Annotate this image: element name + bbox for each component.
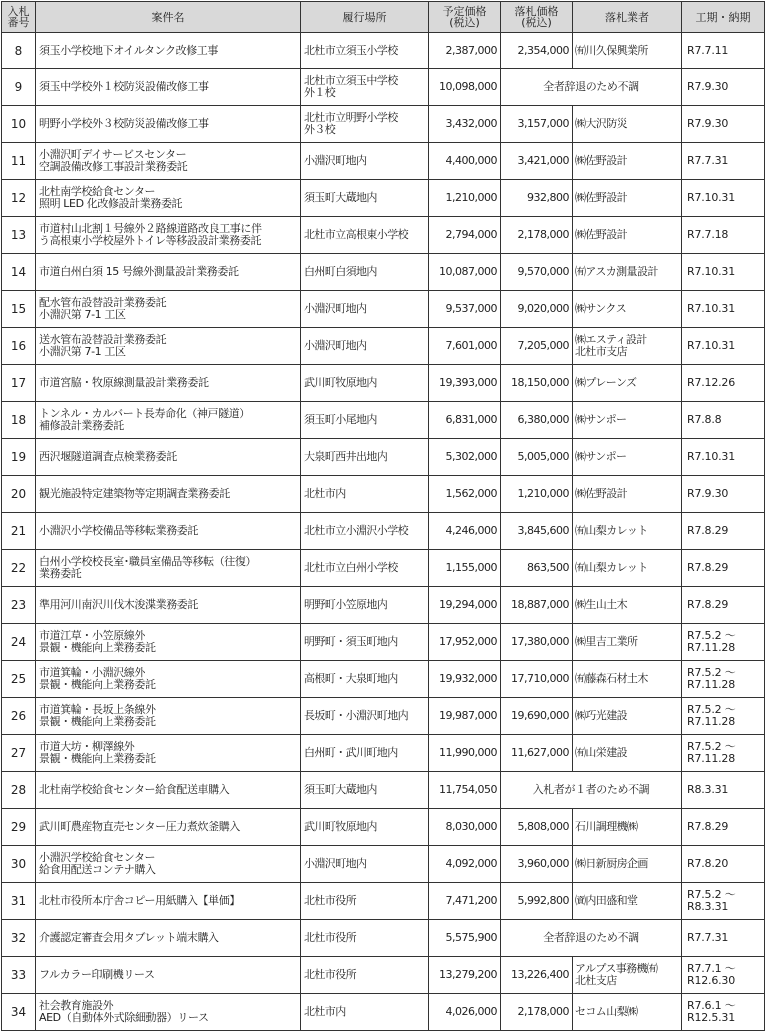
project-name-cell: 市道江草・小笠原線外 景観・機能向上業務委託 [36, 624, 301, 661]
project-name-cell: 小淵沢町デイサービスセンター 空調設備改修工事設計業務委託 [36, 143, 301, 180]
result-note-cell: 全者辞退のため不調 [501, 920, 682, 957]
table-row [2, 920, 765, 957]
header-winning-price: 落札価格 (税込) [501, 2, 573, 33]
project-name-cell: 介護認定審査会用タブレット端末購入 [36, 920, 301, 957]
header-project-name: 案件名 [36, 2, 301, 33]
table-row [2, 254, 765, 291]
winning-price-cell: 17,710,000 [501, 661, 573, 698]
bid-number-cell: 27 [2, 735, 36, 772]
period-cell: R7.7.31 [682, 920, 765, 957]
header-period: 工期・納期 [682, 2, 765, 33]
location-cell: 北杜市立高根東小学校 [301, 217, 429, 254]
planned-price-cell: 4,400,000 [429, 143, 501, 180]
planned-price-cell: 4,026,000 [429, 994, 501, 1031]
project-name-cell: 北杜南学校給食センター 照明 LED 化改修設計業務委託 [36, 180, 301, 217]
header-location: 履行場所 [301, 2, 429, 33]
planned-price-cell: 13,279,200 [429, 957, 501, 994]
period-cell: R7.12.26 [682, 365, 765, 402]
winning-bidder-cell: 石川調理機㈱ [573, 809, 682, 846]
location-cell: 明野町小笠原地内 [301, 587, 429, 624]
header-planned-price: 予定価格 (税込) [429, 2, 501, 33]
location-cell: 武川町牧原地内 [301, 365, 429, 402]
planned-price-cell: 1,562,000 [429, 476, 501, 513]
winning-bidder-cell: ㈱里吉工業所 [573, 624, 682, 661]
project-name-cell: 小淵沢小学校備品等移転業務委託 [36, 513, 301, 550]
period-cell: R7.8.29 [682, 513, 765, 550]
table-row [2, 994, 765, 1031]
location-cell: 北杜市役所 [301, 883, 429, 920]
period-cell: R7.8.29 [682, 550, 765, 587]
table-row [2, 402, 765, 439]
table-row [2, 106, 765, 143]
planned-price-cell: 19,393,000 [429, 365, 501, 402]
location-cell: 北杜市立小淵沢小学校 [301, 513, 429, 550]
project-name-cell: 須玉中学校外１校防災設備改修工事 [36, 69, 301, 106]
planned-price-cell: 19,294,000 [429, 587, 501, 624]
bid-number-cell: 25 [2, 661, 36, 698]
project-name-cell: 白州小学校校長室･職員室備品等移転（往復） 業務委託 [36, 550, 301, 587]
winning-bidder-cell: ㈲山栄建設 [573, 735, 682, 772]
location-cell: 白州町白須地内 [301, 254, 429, 291]
bid-number-cell: 23 [2, 587, 36, 624]
period-cell: R7.7.11 [682, 33, 765, 69]
bid-number-cell: 19 [2, 439, 36, 476]
table-row [2, 772, 765, 809]
table-row [2, 439, 765, 476]
project-name-cell: 市道大坊・柳澤線外 景観・機能向上業務委託 [36, 735, 301, 772]
winning-bidder-cell: ㈱日新厨房企画 [573, 846, 682, 883]
winning-price-cell: 19,690,000 [501, 698, 573, 735]
period-cell: R8.3.31 [682, 772, 765, 809]
project-name-cell: 市道箕輪・小淵沢線外 景観・機能向上業務委託 [36, 661, 301, 698]
table-row [2, 365, 765, 402]
bid-number-cell: 8 [2, 33, 36, 69]
period-cell: R7.5.2 ～ R7.11.28 [682, 735, 765, 772]
project-name-cell: 北杜南学校給食センター給食配送車購入 [36, 772, 301, 809]
table-row [2, 883, 765, 920]
bid-number-cell: 13 [2, 217, 36, 254]
winning-bidder-cell: ㈱巧光建設 [573, 698, 682, 735]
bid-number-cell: 12 [2, 180, 36, 217]
project-name-cell: 市道白州白須 15 号線外測量設計業務委託 [36, 254, 301, 291]
winning-price-cell: 1,210,000 [501, 476, 573, 513]
location-cell: 北杜市立須玉小学校 [301, 33, 429, 69]
project-name-cell: 西沢堰隧道調査点検業務委託 [36, 439, 301, 476]
winning-bidder-cell: ㈲川久保興業所 [573, 33, 682, 69]
location-cell: 須玉町小尾地内 [301, 402, 429, 439]
winning-price-cell: 18,887,000 [501, 587, 573, 624]
period-cell: R7.10.31 [682, 254, 765, 291]
winning-bidder-cell: ㈱佐野設計 [573, 143, 682, 180]
project-name-cell: 配水管布設替設計業務委託 小淵沢第 7-1 工区 [36, 291, 301, 328]
bid-number-cell: 16 [2, 328, 36, 365]
location-cell: 北杜市立須玉中学校 外１校 [301, 69, 429, 106]
bid-number-cell: 29 [2, 809, 36, 846]
table-row [2, 291, 765, 328]
winning-bidder-cell: ㈱サンポー [573, 439, 682, 476]
project-name-cell: トンネル・カルバート長寿命化（神戸隧道） 補修設計業務委託 [36, 402, 301, 439]
table-row [2, 69, 765, 106]
winning-bidder-cell: アルプス事務機㈲ 北杜支店 [573, 957, 682, 994]
table-row [2, 587, 765, 624]
planned-price-cell: 10,087,000 [429, 254, 501, 291]
bid-number-cell: 26 [2, 698, 36, 735]
bid-number-cell: 31 [2, 883, 36, 920]
winning-bidder-cell: ㈱佐野設計 [573, 180, 682, 217]
project-name-cell: 須玉小学校地下オイルタンク改修工事 [36, 33, 301, 69]
location-cell: 明野町・須玉町地内 [301, 624, 429, 661]
bid-number-cell: 22 [2, 550, 36, 587]
winning-price-cell: 3,845,600 [501, 513, 573, 550]
bid-number-cell: 15 [2, 291, 36, 328]
planned-price-cell: 8,030,000 [429, 809, 501, 846]
planned-price-cell: 19,987,000 [429, 698, 501, 735]
period-cell: R7.10.31 [682, 328, 765, 365]
planned-price-cell: 11,990,000 [429, 735, 501, 772]
project-name-cell: 北杜市役所本庁舎コピー用紙購入【単価】 [36, 883, 301, 920]
table-row [2, 846, 765, 883]
period-cell: R7.8.20 [682, 846, 765, 883]
winning-price-cell: 18,150,000 [501, 365, 573, 402]
project-name-cell: 準用河川南沢川伐木浚渫業務委託 [36, 587, 301, 624]
bid-number-cell: 21 [2, 513, 36, 550]
location-cell: 小淵沢町地内 [301, 291, 429, 328]
winning-price-cell: 9,570,000 [501, 254, 573, 291]
period-cell: R7.5.2 ～ R7.11.28 [682, 661, 765, 698]
winning-bidder-cell: ㈱佐野設計 [573, 217, 682, 254]
location-cell: 北杜市役所 [301, 957, 429, 994]
winning-price-cell: 932,800 [501, 180, 573, 217]
location-cell: 白州町・武川町地内 [301, 735, 429, 772]
winning-price-cell: 9,020,000 [501, 291, 573, 328]
location-cell: 北杜市内 [301, 476, 429, 513]
winning-price-cell: 13,226,400 [501, 957, 573, 994]
table-row [2, 33, 765, 69]
period-cell: R7.9.30 [682, 69, 765, 106]
bid-table-body [2, 33, 765, 1031]
winning-price-cell: 3,157,000 [501, 106, 573, 143]
header-row [2, 2, 765, 33]
planned-price-cell: 19,932,000 [429, 661, 501, 698]
winning-bidder-cell: ㈱サンポー [573, 402, 682, 439]
period-cell: R7.8.29 [682, 587, 765, 624]
bid-number-cell: 20 [2, 476, 36, 513]
planned-price-cell: 1,155,000 [429, 550, 501, 587]
planned-price-cell: 2,387,000 [429, 33, 501, 69]
planned-price-cell: 1,210,000 [429, 180, 501, 217]
header-winning-bidder: 落札業者 [573, 2, 682, 33]
planned-price-cell: 5,302,000 [429, 439, 501, 476]
winning-bidder-cell: ㈱佐野設計 [573, 476, 682, 513]
table-row [2, 550, 765, 587]
planned-price-cell: 4,092,000 [429, 846, 501, 883]
table-row [2, 143, 765, 180]
period-cell: R7.7.1 ～ R12.6.30 [682, 957, 765, 994]
bid-number-cell: 11 [2, 143, 36, 180]
period-cell: R7.10.31 [682, 180, 765, 217]
period-cell: R7.5.2 ～ R7.11.28 [682, 624, 765, 661]
planned-price-cell: 11,754,050 [429, 772, 501, 809]
bid-number-cell: 32 [2, 920, 36, 957]
table-row [2, 957, 765, 994]
planned-price-cell: 3,432,000 [429, 106, 501, 143]
project-name-cell: 武川町農産物直売センター圧力煮炊釜購入 [36, 809, 301, 846]
winning-price-cell: 5,005,000 [501, 439, 573, 476]
planned-price-cell: 9,537,000 [429, 291, 501, 328]
bid-number-cell: 14 [2, 254, 36, 291]
period-cell: R7.7.18 [682, 217, 765, 254]
bid-number-cell: 33 [2, 957, 36, 994]
winning-price-cell: 5,808,000 [501, 809, 573, 846]
table-row [2, 698, 765, 735]
location-cell: 須玉町大蔵地内 [301, 772, 429, 809]
project-name-cell: 明野小学校外３校防災設備改修工事 [36, 106, 301, 143]
bid-number-cell: 24 [2, 624, 36, 661]
location-cell: 小淵沢町地内 [301, 143, 429, 180]
project-name-cell: 市道村山北割１号線外２路線道路改良工事に伴 う高根東小学校屋外トイレ等移設設計業務委託 [36, 217, 301, 254]
result-note-cell: 全者辞退のため不調 [501, 69, 682, 106]
winning-bidder-cell: ㈱サンクス [573, 291, 682, 328]
table-row [2, 328, 765, 365]
location-cell: 長坂町・小淵沢町地内 [301, 698, 429, 735]
winning-price-cell: 5,992,800 [501, 883, 573, 920]
winning-bidder-cell: ㈱エスティ設計 北杜市支店 [573, 328, 682, 365]
bid-number-cell: 18 [2, 402, 36, 439]
period-cell: R7.8.8 [682, 402, 765, 439]
period-cell: R7.5.2 ～ R7.11.28 [682, 698, 765, 735]
result-note-cell: 入札者が１者のため不調 [501, 772, 682, 809]
period-cell: R7.8.29 [682, 809, 765, 846]
location-cell: 北杜市立明野小学校 外３校 [301, 106, 429, 143]
table-row [2, 476, 765, 513]
period-cell: R7.7.31 [682, 143, 765, 180]
planned-price-cell: 2,794,000 [429, 217, 501, 254]
bid-number-cell: 30 [2, 846, 36, 883]
bid-number-cell: 17 [2, 365, 36, 402]
winning-price-cell: 2,178,000 [501, 994, 573, 1031]
project-name-cell: 市道宮脇・牧原線測量設計業務委託 [36, 365, 301, 402]
planned-price-cell: 5,575,900 [429, 920, 501, 957]
project-name-cell: 観光施設特定建築物等定期調査業務委託 [36, 476, 301, 513]
planned-price-cell: 17,952,000 [429, 624, 501, 661]
project-name-cell: 送水管布設替設計業務委託 小淵沢第 7-1 工区 [36, 328, 301, 365]
table-row [2, 217, 765, 254]
location-cell: 北杜市役所 [301, 920, 429, 957]
location-cell: 小淵沢町地内 [301, 846, 429, 883]
location-cell: 小淵沢町地内 [301, 328, 429, 365]
table-row [2, 661, 765, 698]
period-cell: R7.9.30 [682, 106, 765, 143]
winning-price-cell: 3,960,000 [501, 846, 573, 883]
winning-bidder-cell: ㈱プレーンズ [573, 365, 682, 402]
bid-results-table [1, 1, 765, 1031]
winning-bidder-cell: ㈱生山土木 [573, 587, 682, 624]
winning-price-cell: 6,380,000 [501, 402, 573, 439]
period-cell: R7.5.2 ～ R8.3.31 [682, 883, 765, 920]
winning-bidder-cell: ㈲山梨カレット [573, 550, 682, 587]
location-cell: 北杜市内 [301, 994, 429, 1031]
period-cell: R7.10.31 [682, 291, 765, 328]
bid-number-cell: 34 [2, 994, 36, 1031]
bid-number-cell: 28 [2, 772, 36, 809]
header-bid-number: 入札 番号 [2, 2, 36, 33]
location-cell: 高根町・大泉町地内 [301, 661, 429, 698]
project-name-cell: 市道箕輪・長坂上条線外 景観・機能向上業務委託 [36, 698, 301, 735]
winning-price-cell: 863,500 [501, 550, 573, 587]
location-cell: 大泉町西井出地内 [301, 439, 429, 476]
period-cell: R7.6.1 ～ R12.5.31 [682, 994, 765, 1031]
winning-bidder-cell: ㈾内田盛和堂 [573, 883, 682, 920]
planned-price-cell: 10,098,000 [429, 69, 501, 106]
project-name-cell: 社会教育施設外 AED（自動体外式除細動器）リース [36, 994, 301, 1031]
location-cell: 須玉町大蔵地内 [301, 180, 429, 217]
winning-price-cell: 17,380,000 [501, 624, 573, 661]
table-row [2, 513, 765, 550]
project-name-cell: フルカラー印刷機リース [36, 957, 301, 994]
winning-bidder-cell: セコム山梨㈱ [573, 994, 682, 1031]
winning-bidder-cell: ㈲藤森石材土木 [573, 661, 682, 698]
winning-price-cell: 2,354,000 [501, 33, 573, 69]
planned-price-cell: 6,831,000 [429, 402, 501, 439]
winning-price-cell: 7,205,000 [501, 328, 573, 365]
winning-bidder-cell: ㈲アスカ測量設計 [573, 254, 682, 291]
winning-bidder-cell: ㈱大沢防災 [573, 106, 682, 143]
table-row [2, 809, 765, 846]
winning-bidder-cell: ㈲山梨カレット [573, 513, 682, 550]
location-cell: 北杜市立白州小学校 [301, 550, 429, 587]
location-cell: 武川町牧原地内 [301, 809, 429, 846]
planned-price-cell: 7,601,000 [429, 328, 501, 365]
bid-number-cell: 10 [2, 106, 36, 143]
period-cell: R7.10.31 [682, 439, 765, 476]
period-cell: R7.9.30 [682, 476, 765, 513]
bid-number-cell: 9 [2, 69, 36, 106]
project-name-cell: 小淵沢学校給食センター 給食用配送コンテナ購入 [36, 846, 301, 883]
planned-price-cell: 4,246,000 [429, 513, 501, 550]
winning-price-cell: 11,627,000 [501, 735, 573, 772]
winning-price-cell: 2,178,000 [501, 217, 573, 254]
table-row [2, 624, 765, 661]
planned-price-cell: 7,471,200 [429, 883, 501, 920]
winning-price-cell: 3,421,000 [501, 143, 573, 180]
table-row [2, 735, 765, 772]
table-row [2, 180, 765, 217]
